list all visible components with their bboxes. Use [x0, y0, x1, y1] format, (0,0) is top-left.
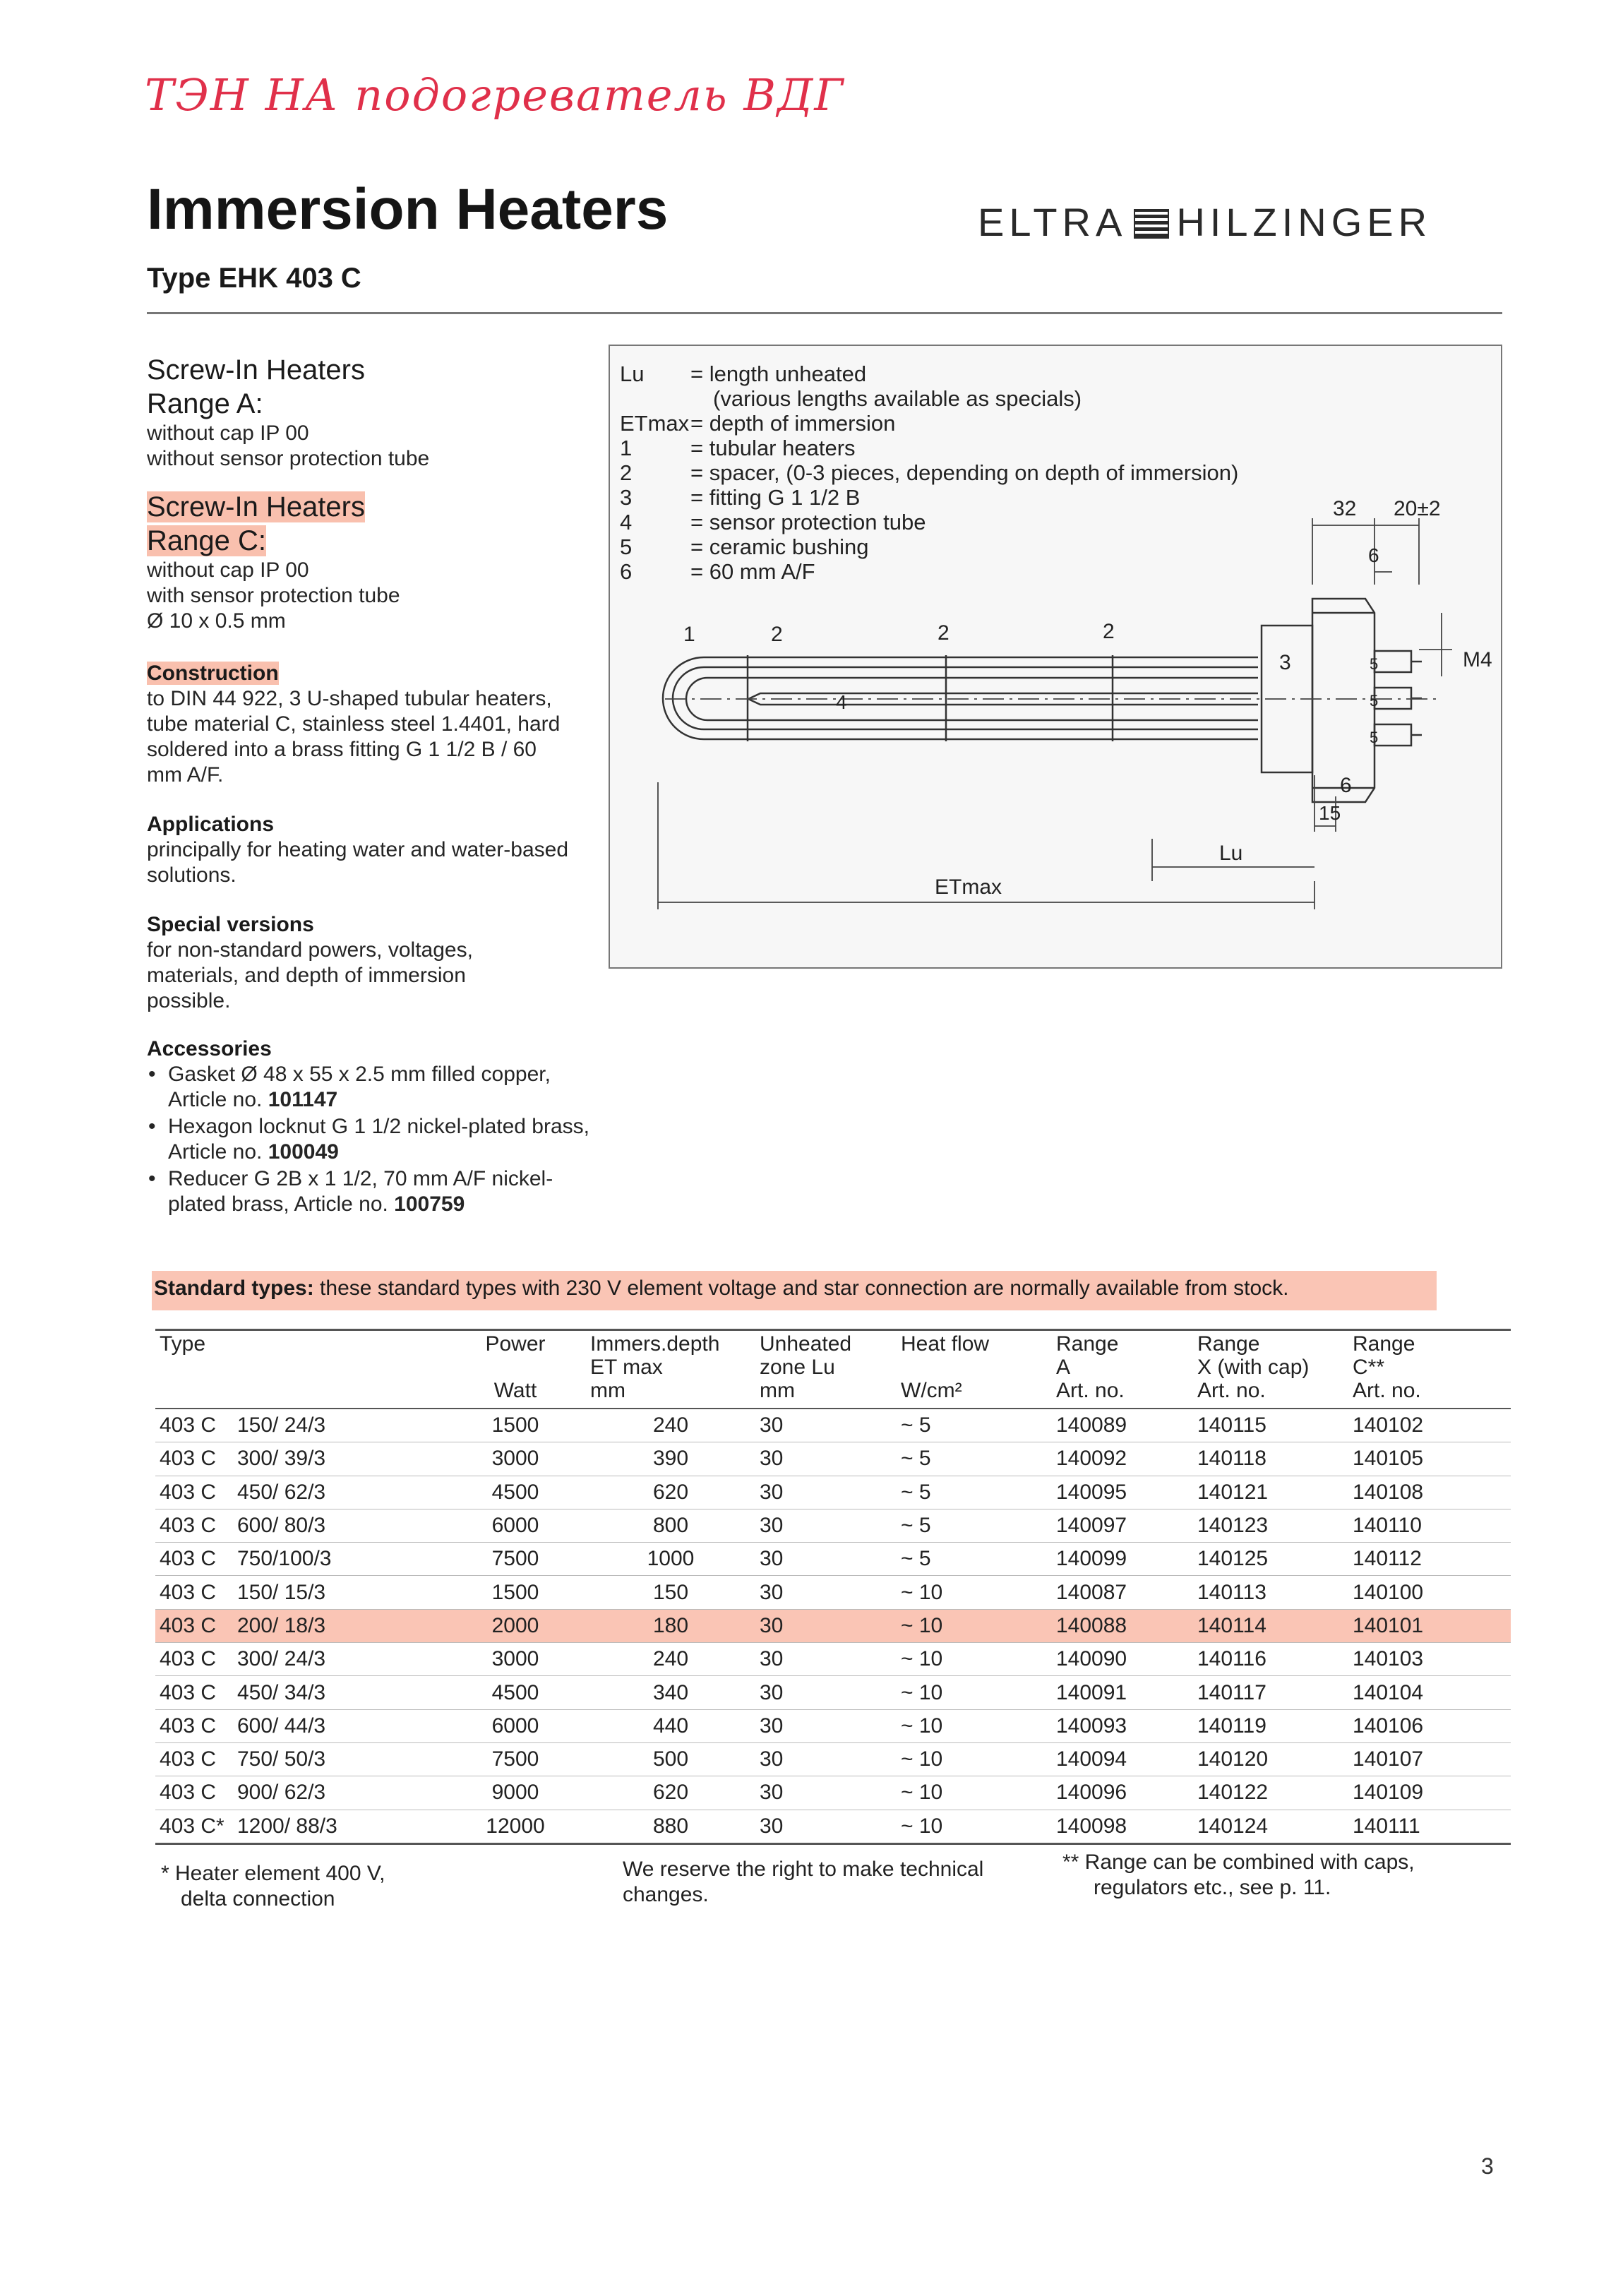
accessory-article: 100049 [268, 1140, 339, 1164]
special-versions-heading: Special versions [147, 913, 314, 936]
legend-value: = length unheated [690, 361, 867, 386]
part-6-label: 6 [1340, 774, 1352, 797]
construction-text: to DIN 44 922, 3 U-shaped tubular heaters, tube material C, stainless steel 1.4401, hard soldered into a brass fitting G 1 1/2 B / 60 mm A/F. [147, 687, 561, 787]
range-a-line-1: without cap IP 00 [147, 421, 309, 445]
legend-key: ETmax [620, 411, 690, 436]
range-a-section [147, 353, 585, 472]
col-immers: Immers.depth ET max mm [590, 1332, 720, 1402]
dim-15: 15 [1319, 802, 1341, 824]
col-range-a: Range A Art. no. [1056, 1332, 1125, 1402]
accessories-heading: Accessories [147, 1037, 272, 1060]
legend-key: 4 [620, 510, 633, 534]
table-row: 403 C 450/ 62/3 4500 620 30 ~ 5 140095 140121 140108 [155, 1476, 1511, 1509]
legend-key: 6 [620, 559, 633, 584]
range-c-heading-1: Screw-In Heaters [147, 491, 365, 522]
dim-32: 32 [1333, 497, 1357, 520]
table-row: 403 C 750/ 50/3 7500 500 30 ~ 10 140094 140120 140107 [155, 1742, 1511, 1776]
part-2-label: 2 [771, 623, 783, 646]
legend-key: 3 [620, 485, 633, 510]
part-5-label: 5 [1370, 655, 1379, 673]
accessory-article: 101147 [268, 1088, 338, 1111]
dim-lu: Lu [1219, 842, 1243, 865]
accessories-section [147, 1036, 599, 1219]
applications-text: principally for heating water and water-based solutions. [147, 838, 568, 887]
part-3-label: 3 [1279, 651, 1291, 674]
table-row: 403 C* 1200/ 88/3 12000 880 30 ~ 10 140098 140124 140111 [155, 1810, 1511, 1843]
part-1-label: 1 [683, 623, 695, 646]
range-a-line-2: without sensor protection tube [147, 447, 430, 470]
legend-key: 1 [620, 436, 633, 460]
brand-left: ELTRA [978, 200, 1127, 244]
legend-value: (various lengths available as specials) [713, 386, 1082, 411]
table-row: 403 C 300/ 24/3 3000 240 30 ~ 10 140090 140116 140103 [155, 1643, 1511, 1676]
construction-heading: Construction [147, 662, 279, 685]
table-row-highlighted: 403 C 200/ 18/3 2000 180 30 ~ 10 140088 140114 140101 [155, 1609, 1511, 1642]
accessory-item: • Gasket Ø 48 x 55 x 2.5 mm filled copper, Article no. 101147 [148, 1063, 551, 1111]
part-2-label: 2 [1103, 620, 1115, 643]
special-versions-text: for non-standard powers, voltages, materials, and depth of immersion possible. [147, 938, 473, 1012]
applications-heading: Applications [147, 813, 275, 836]
dim-etmax: ETmax [935, 875, 1002, 899]
brand-logo [978, 199, 1432, 245]
dim-m4: M4 [1463, 648, 1492, 671]
page-title: Immersion Heaters [147, 177, 669, 241]
legend-value: = ceramic bushing [690, 534, 869, 559]
range-c-line-2: with sensor protection tube [147, 584, 400, 607]
range-c-section [147, 490, 585, 634]
table-row: 403 C 900/ 62/3 9000 620 30 ~ 10 140096 140122 140109 [155, 1776, 1511, 1810]
special-versions-section [147, 912, 542, 1014]
legend-value: = depth of immersion [690, 411, 896, 436]
dim-20: 20±2 [1394, 497, 1441, 520]
page-subtitle: Type EHK 403 C [147, 263, 361, 294]
legend-value: = spacer, (0-3 pieces, depending on depth of immersion) [690, 460, 1239, 485]
brand-right: HILZINGER [1176, 200, 1432, 244]
col-range-x: Range X (with cap) Art. no. [1197, 1332, 1310, 1402]
legend-value: = tubular heaters [690, 436, 856, 460]
table-row: 403 C 150/ 15/3 1500 150 30 ~ 10 140087 140113 140100 [155, 1576, 1511, 1609]
dim-6: 6 [1368, 544, 1379, 566]
col-type: Type [160, 1332, 206, 1356]
legend-key: 5 [620, 534, 633, 559]
construction-section [147, 661, 570, 788]
accessory-item: • Reducer G 2B x 1 1/2, 70 mm A/F nickel-plated brass, Article no. 100759 [148, 1167, 553, 1216]
accessory-item: • Hexagon locknut G 1 1/2 nickel-plated brass, Article no. 100049 [148, 1115, 589, 1164]
accessory-article: 100759 [394, 1192, 465, 1216]
table-row: 403 C 750/100/3 7500 1000 30 ~ 5 140099 140125 140112 [155, 1543, 1511, 1576]
legend-key: Lu [620, 361, 645, 386]
range-c-line-3: Ø 10 x 0.5 mm [147, 609, 286, 633]
part-5-label: 5 [1370, 729, 1379, 746]
table-row: 403 C 600/ 80/3 6000 800 30 ~ 5 140097 140123 140110 [155, 1509, 1511, 1542]
standard-types-text: these standard types with 230 V element voltage and star connection are normally available from stock. [313, 1276, 1289, 1300]
legend-key: 2 [620, 460, 633, 485]
applications-section [147, 812, 570, 888]
standard-types-note [154, 1276, 1288, 1301]
handwritten-note: ТЭН НА подогреватель ВДГ [145, 69, 845, 121]
table-header-row [155, 1330, 1511, 1409]
table-row: 403 C 300/ 39/3 3000 390 30 ~ 5 140092 140118 140105 [155, 1442, 1511, 1476]
table-row: 403 C 600/ 44/3 6000 440 30 ~ 10 140093 140119 140106 [155, 1709, 1511, 1742]
footnote-reserve-rights: We reserve the right to make technical changes. [623, 1858, 984, 1906]
legend-value: = 60 mm A/F [690, 559, 815, 584]
col-heat-flow: Heat flow W/cm² [901, 1332, 990, 1402]
footnote-heater-400v: * Heater element 400 V, delta connection [161, 1862, 385, 1911]
heater-drawing [609, 345, 1501, 969]
table-row: 403 C 150/ 24/3 1500 240 30 ~ 5 140089 140115 140102 [155, 1409, 1511, 1442]
table-row: 403 C 450/ 34/3 4500 340 30 ~ 10 140091 140117 140104 [155, 1676, 1511, 1709]
col-power: Power Watt [485, 1332, 546, 1402]
page-number: 3 [1481, 2153, 1494, 2179]
range-c-heading-2: Range C: [147, 525, 266, 556]
col-unheated: Unheated zone Lu mm [760, 1332, 852, 1402]
range-a-heading-2: Range A: [147, 388, 263, 419]
header-divider [147, 312, 1502, 314]
part-2-label: 2 [938, 621, 950, 645]
legend-value: = sensor protection tube [690, 510, 926, 534]
brand-emblem-icon [1134, 209, 1169, 239]
standard-types-label: Standard types: [154, 1276, 314, 1300]
part-4-label: 4 [836, 691, 847, 713]
part-5-label: 5 [1370, 692, 1379, 710]
range-c-line-1: without cap IP 00 [147, 558, 309, 582]
col-range-c: Range C** Art. no. [1353, 1332, 1421, 1402]
range-a-heading-1: Screw-In Heaters [147, 354, 365, 385]
footnote-range-combined: ** Range can be combined with caps, regulators etc., see p. 11. [1062, 1850, 1415, 1899]
legend-value: = fitting G 1 1/2 B [690, 485, 861, 510]
standard-types-table [155, 1329, 1511, 1845]
